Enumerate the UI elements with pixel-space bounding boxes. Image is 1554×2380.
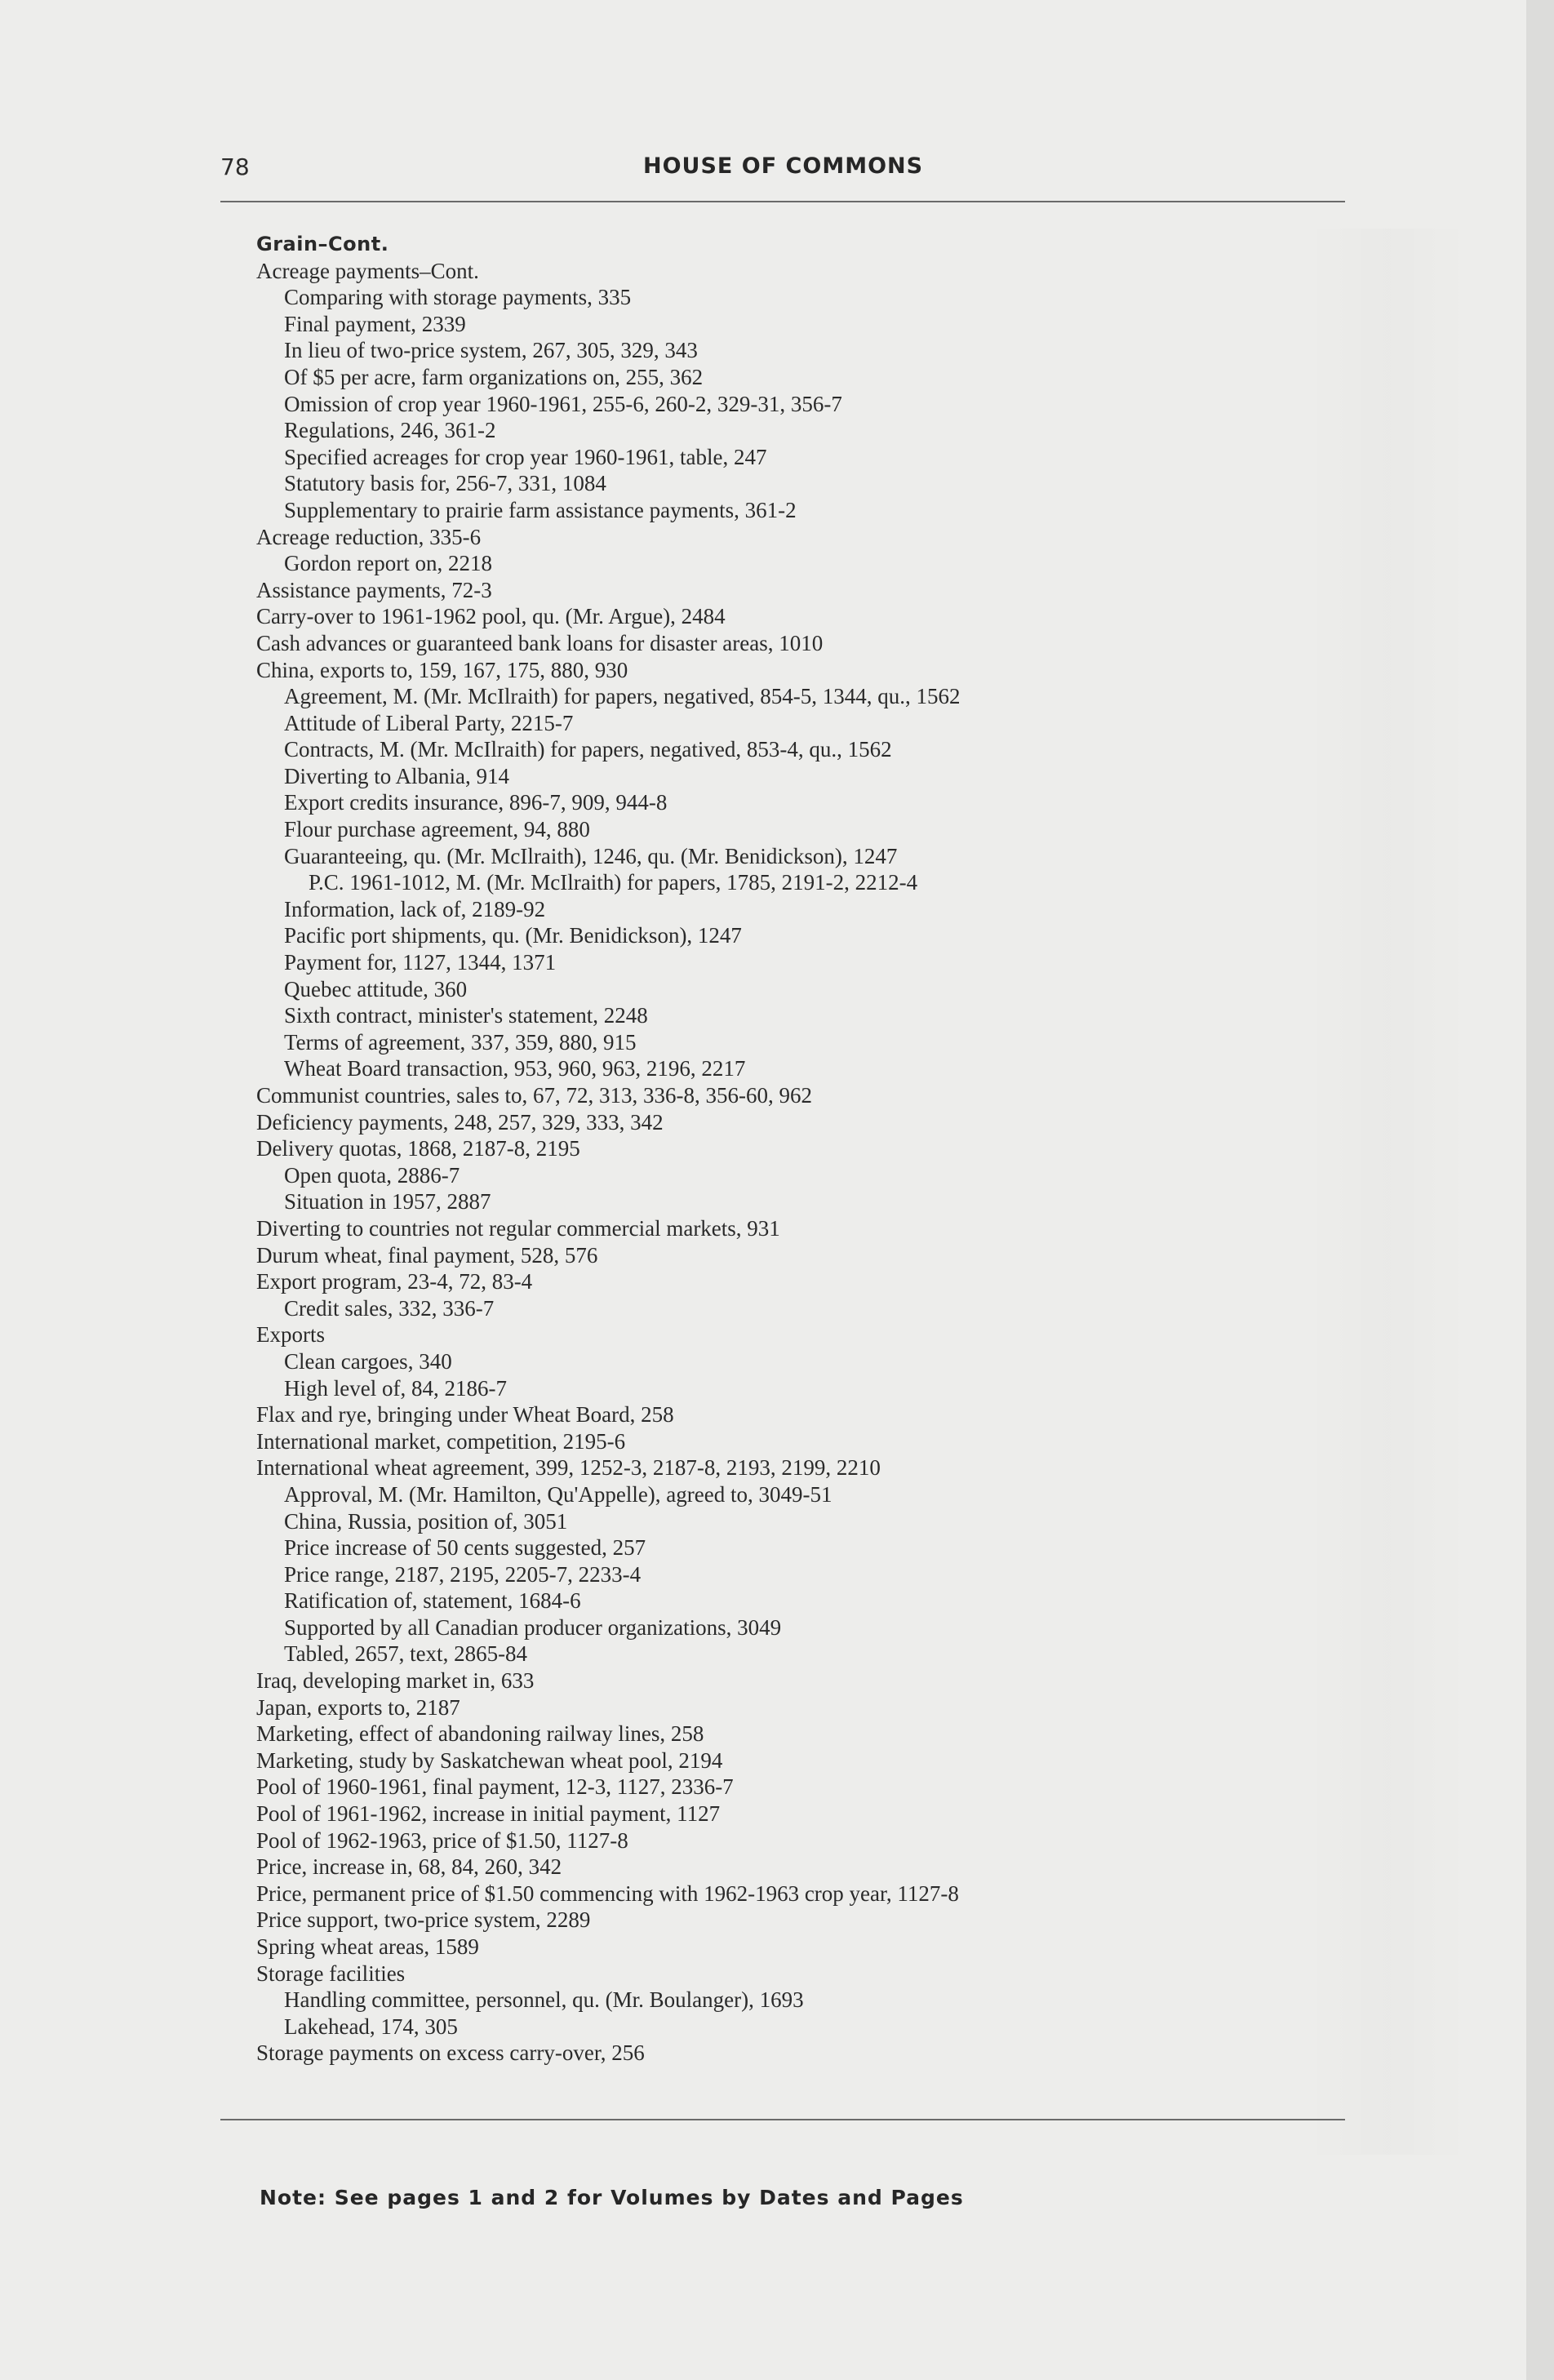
index-subentry: Guaranteeing, qu. (Mr. McIlraith), 1246, qu. (Mr. Benidickson), 1247: [284, 843, 898, 868]
index-subentry: Regulations, 246, 361-2: [284, 418, 496, 443]
index-subentry: Situation in 1957, 2887: [284, 1189, 491, 1214]
page-edge: [1526, 0, 1554, 2380]
index-subentry: Sixth contract, minister's statement, 2248: [284, 1003, 648, 1028]
index-entry: Diverting to countries not regular commercial markets, 931: [256, 1215, 780, 1241]
index-subentry: Price range, 2187, 2195, 2205-7, 2233-4: [284, 1561, 642, 1587]
index-subentry: Clean cargoes, 340: [284, 1348, 452, 1374]
index-entry: International market, competition, 2195-6: [256, 1428, 626, 1454]
index-subentry: Lakehead, 174, 305: [284, 2014, 458, 2039]
index-entry: Flax and rye, bringing under Wheat Board, 258: [256, 1402, 674, 1428]
running-head-title: HOUSE OF COMMONS: [643, 153, 924, 179]
header-rule: [220, 201, 1345, 202]
index-entry: Pool of 1962-1963, price of $1.50, 1127-8: [256, 1827, 628, 1853]
index-subentry: Statutory basis for, 256-7, 331, 1084: [284, 471, 606, 496]
index-subentry: High level of, 84, 2186-7: [284, 1375, 507, 1401]
index-subentry: Credit sales, 332, 336-7: [284, 1295, 495, 1321]
index-entry: Marketing, effect of abandoning railway lines, 258: [256, 1721, 704, 1747]
index-entry: Pool of 1961-1962, increase in initial payment, 1127: [256, 1801, 721, 1827]
index-subentry: Export credits insurance, 896-7, 909, 944-8: [284, 790, 668, 815]
index-entry: Carry-over to 1961-1962 pool, qu. (Mr. Argue), 2484: [256, 604, 726, 629]
index-subentry: Price increase of 50 cents suggested, 257: [284, 1535, 646, 1561]
index-subentry: Supplementary to prairie farm assistance payments, 361-2: [284, 497, 797, 522]
index-entry: Price support, two-price system, 2289: [256, 1907, 591, 1933]
index-subentry: Attitude of Liberal Party, 2215-7: [284, 710, 574, 735]
index-entry: Japan, exports to, 2187: [256, 1694, 460, 1720]
index-subentry: Open quota, 2886-7: [284, 1162, 460, 1188]
index-entry: Export program, 23-4, 72, 83-4: [256, 1269, 533, 1294]
index-entry: Price, increase in, 68, 84, 260, 342: [256, 1854, 562, 1880]
footer-note: Note: See pages 1 and 2 for Volumes by Dates and Pages: [260, 2186, 964, 2209]
page-header: [220, 145, 1345, 186]
index-subentry: Omission of crop year 1960-1961, 255-6, 260-2, 329-31, 356-7: [284, 391, 842, 416]
index-subentry: Flour purchase agreement, 94, 880: [284, 817, 590, 842]
index-entry: Assistance payments, 72-3: [256, 577, 492, 602]
index-entry: International wheat agreement, 399, 1252-3, 2187-8, 2193, 2199, 2210: [256, 1455, 881, 1481]
index-subentry: Comparing with storage payments, 335: [284, 285, 632, 310]
index-entry: Acreage payments–Cont.: [256, 258, 479, 283]
index-subentry: Tabled, 2657, text, 2865-84: [284, 1641, 528, 1667]
index-entry: Price, permanent price of $1.50 commencing with 1962-1963 crop year, 1127-8: [256, 1880, 959, 1906]
index-entry: Acreage reduction, 335-6: [256, 524, 482, 549]
index-subentry: Gordon report on, 2218: [284, 551, 492, 576]
index-subentry: Handling committee, personnel, qu. (Mr. Boulanger), 1693: [284, 1987, 804, 2013]
index-entry: Deficiency payments, 248, 257, 329, 333, 342: [256, 1109, 664, 1134]
index-entry: Storage facilities: [256, 1960, 406, 1986]
index-subentry: Ratification of, statement, 1684-6: [284, 1588, 581, 1614]
index-entry: Delivery quotas, 1868, 2187-8, 2195: [256, 1136, 580, 1161]
index-heading: Grain–Cont.: [256, 233, 389, 255]
index-entry: Durum wheat, final payment, 528, 576: [256, 1242, 598, 1268]
index-subentry: Approval, M. (Mr. Hamilton, Qu'Appelle), agreed to, 3049-51: [284, 1481, 832, 1507]
index-subentry: Quebec attitude, 360: [284, 976, 468, 1001]
index-subentry: Specified acreages for crop year 1960-1961, table, 247: [284, 444, 767, 469]
footer-rule: [220, 2119, 1345, 2120]
index-subentry: Supported by all Canadian producer organizations, 3049: [284, 1614, 782, 1640]
index-entry: Cash advances or guaranteed bank loans for disaster areas, 1010: [256, 630, 824, 655]
index-entry: Iraq, developing market in, 633: [256, 1668, 535, 1694]
index-subentry: Information, lack of, 2189-92: [284, 896, 546, 921]
index-subentry: Pacific port shipments, qu. (Mr. Benidickson), 1247: [284, 923, 742, 948]
index-subentry: Agreement, M. (Mr. McIlraith) for papers, negatived, 854-5, 1344, qu., 1562: [284, 684, 961, 709]
index-subentry: Terms of agreement, 337, 359, 880, 915: [284, 1029, 637, 1055]
index-entry: Storage payments on excess carry-over, 256: [256, 2040, 645, 2066]
page-number: 78: [220, 153, 250, 180]
index-entry: Spring wheat areas, 1589: [256, 1934, 479, 1959]
index-subentry: Of $5 per acre, farm organizations on, 255, 362: [284, 364, 704, 389]
index-subentry: Contracts, M. (Mr. McIlraith) for papers, negatived, 853-4, qu., 1562: [284, 737, 892, 762]
index-subentry: China, Russia, position of, 3051: [284, 1508, 568, 1534]
index-subentry: P.C. 1961-1012, M. (Mr. McIlraith) for papers, 1785, 2191-2, 2212-4: [309, 870, 918, 895]
index-entry: Communist countries, sales to, 67, 72, 313, 336-8, 356-60, 962: [256, 1083, 812, 1108]
index-subentry: Wheat Board transaction, 953, 960, 963, 2196, 2217: [284, 1056, 746, 1081]
index-entries: [256, 231, 1342, 2067]
index-subentry: Diverting to Albania, 914: [284, 763, 509, 788]
index-entry: Exports: [256, 1322, 325, 1348]
index-entry: Pool of 1960-1961, final payment, 12-3, 1127, 2336-7: [256, 1774, 734, 1800]
index-subentry: In lieu of two-price system, 267, 305, 329, 343: [284, 338, 698, 363]
index-subentry: Final payment, 2339: [284, 311, 466, 336]
index-subentry: Payment for, 1127, 1344, 1371: [284, 950, 557, 975]
index-entry: China, exports to, 159, 167, 175, 880, 930: [256, 657, 628, 682]
index-entry: Marketing, study by Saskatchewan wheat pool, 2194: [256, 1747, 723, 1773]
